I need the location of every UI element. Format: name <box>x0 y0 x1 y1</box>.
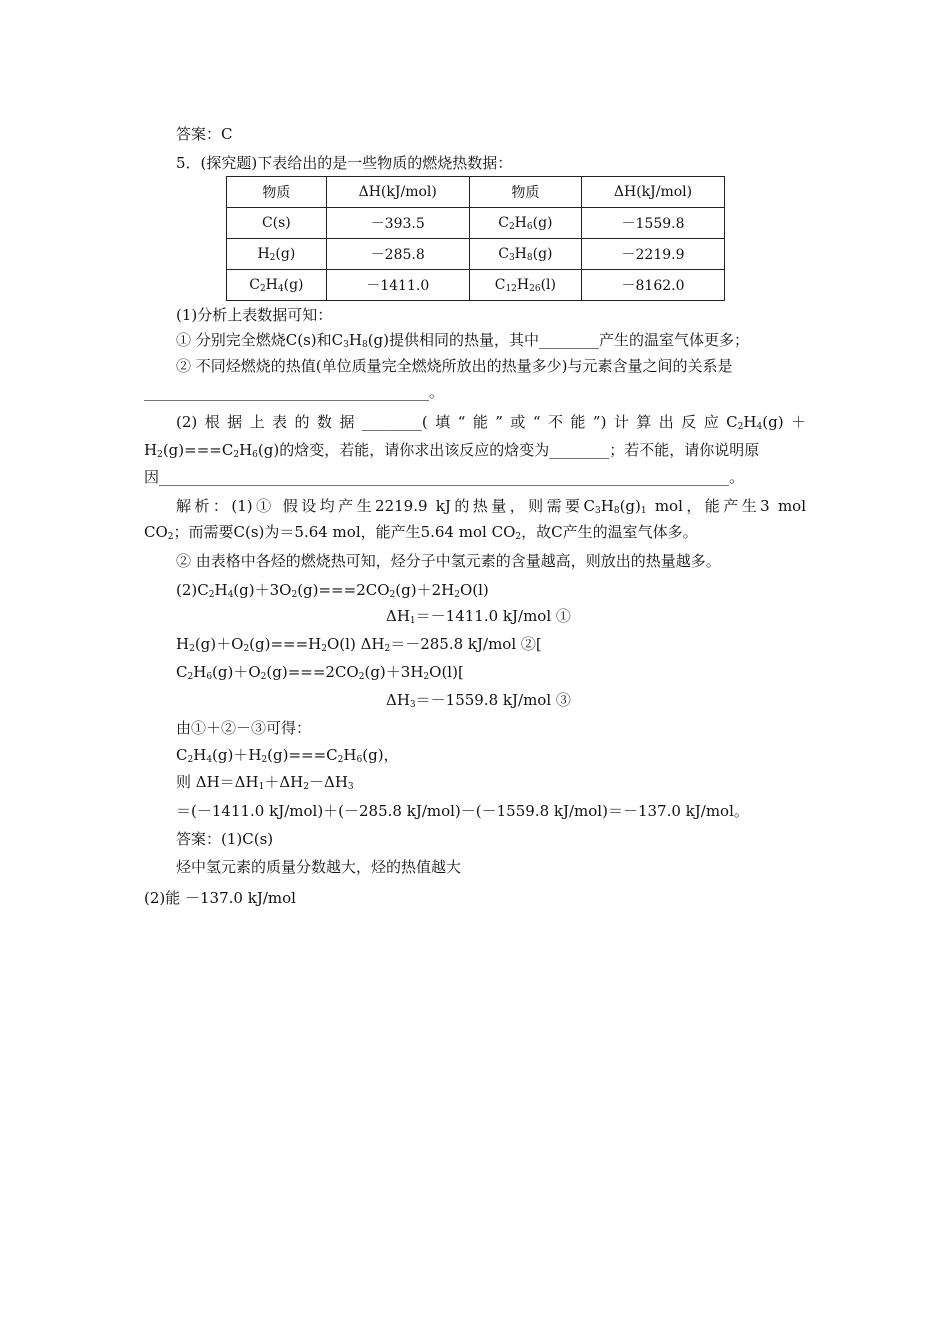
analysis-line-3: ② 由表格中各烃的燃烧热可知，烃分子中氢元素的含量越高，则放出的热量越多。 <box>176 552 721 570</box>
table-cell: $C_2H_4(g)$ <box>227 270 327 301</box>
part-1-item-b-blank: ______________________________________。 <box>144 383 445 401</box>
part-2-line-1: (2)根据上表的数据________(填“能”或“不能”)计算出反应$C_2H_4(g)+$ <box>176 413 806 432</box>
table-cell: －8162.0 <box>582 270 725 301</box>
part-1-heading: (1)分析上表数据可知： <box>176 306 333 324</box>
prev-answer: 答案：C <box>176 125 233 143</box>
analysis-line-10: $C_2H_4(g)+H_2(g)===C_2H_6(g)$， <box>176 746 399 765</box>
table-cell: C(s) <box>227 208 327 239</box>
part-2-line-2: $H_2(g)===C_2H_6(g)$的焓变，若能，请你求出该反应的焓变为________；若不能，请你说明原 <box>144 441 760 460</box>
table-cell: －1411.0 <box>326 270 469 301</box>
table-header-row <box>227 177 725 208</box>
table-cell: －1559.8 <box>582 208 725 239</box>
table-header-cell: ΔH(kJ/mol) <box>582 177 725 208</box>
table-header-cell: 物质 <box>469 177 581 208</box>
analysis-line-4: $(2)C_2H_4(g)+3O_2(g)===2CO_2(g)+2H_2O(l)$ <box>176 581 489 600</box>
combustion-heat-table <box>226 176 725 301</box>
part-2-line-3: 因____________________________________________________________________________。 <box>144 468 745 486</box>
table-row <box>227 208 725 239</box>
analysis-line-2: $CO_2$；而需要C(s)为＝5.64 mol，能产生5.64 mol $CO_2$，故C产生的温室气体多。 <box>144 523 698 542</box>
analysis-line-11: 则 $\Delta H=\Delta H_1+\Delta H_2-\Delta H_3$ <box>176 773 354 792</box>
analysis-line-9: 由①＋②－③可得： <box>176 719 312 737</box>
table-row <box>227 270 725 301</box>
table-header-cell: ΔH(kJ/mol) <box>326 177 469 208</box>
analysis-line-1: 解析：(1)① 假设均产生2219.9 kJ的热量，则需要$C_3H_8(g)_1$ mol，能产生3 mol <box>176 497 806 516</box>
analysis-line-7: $C_2H_6(g)+O_2(g)===2CO_2(g)+3H_2O(l)$[ <box>176 663 464 682</box>
analysis-line-5: $\Delta H_1=-1411.0$ kJ/mol ① <box>386 607 571 626</box>
table-cell: －2219.9 <box>582 239 725 270</box>
analysis-line-8: $\Delta H_3=-1559.8$ kJ/mol ③ <box>386 691 571 710</box>
table-header-cell: 物质 <box>227 177 327 208</box>
part-1-item-b: ② 不同烃燃烧的热值(单位质量完全燃烧所放出的热量多少)与元素含量之间的关系是 <box>176 357 733 375</box>
answer-line-3: (2)能 －137.0 kJ/mol <box>144 889 296 907</box>
table-cell: $C_3H_8(g)$ <box>469 239 581 270</box>
table-cell: $H_2(g)$ <box>227 239 327 270</box>
answer-line-2: 烃中氢元素的质量分数越大，烃的热值越大 <box>176 858 462 876</box>
answer-line-1: 答案：(1)C(s) <box>176 830 274 848</box>
part-1-item-a: ① 分别完全燃烧C(s)和$C_3H_8(g)$提供相同的热量，其中________产生的温室气体更多； <box>176 331 749 350</box>
table-cell: －285.8 <box>326 239 469 270</box>
analysis-line-6: $H_2(g)+O_2(g)===H_2O(l)$ $\Delta H_2=-285.8$ kJ/mol ②[ <box>176 635 542 654</box>
table-cell: $C_{12}H_{26}(l)$ <box>469 270 581 301</box>
table-cell: $C_2H_6(g)$ <box>469 208 581 239</box>
analysis-line-12: ＝(－1411.0 kJ/mol)＋(－285.8 kJ/mol)－(－1559.8 kJ/mol)＝－137.0 kJ/mol。 <box>176 802 749 820</box>
question-5-intro: 5．(探究题)下表给出的是一些物质的燃烧热数据： <box>176 154 513 172</box>
table-row <box>227 239 725 270</box>
table-cell: －393.5 <box>326 208 469 239</box>
